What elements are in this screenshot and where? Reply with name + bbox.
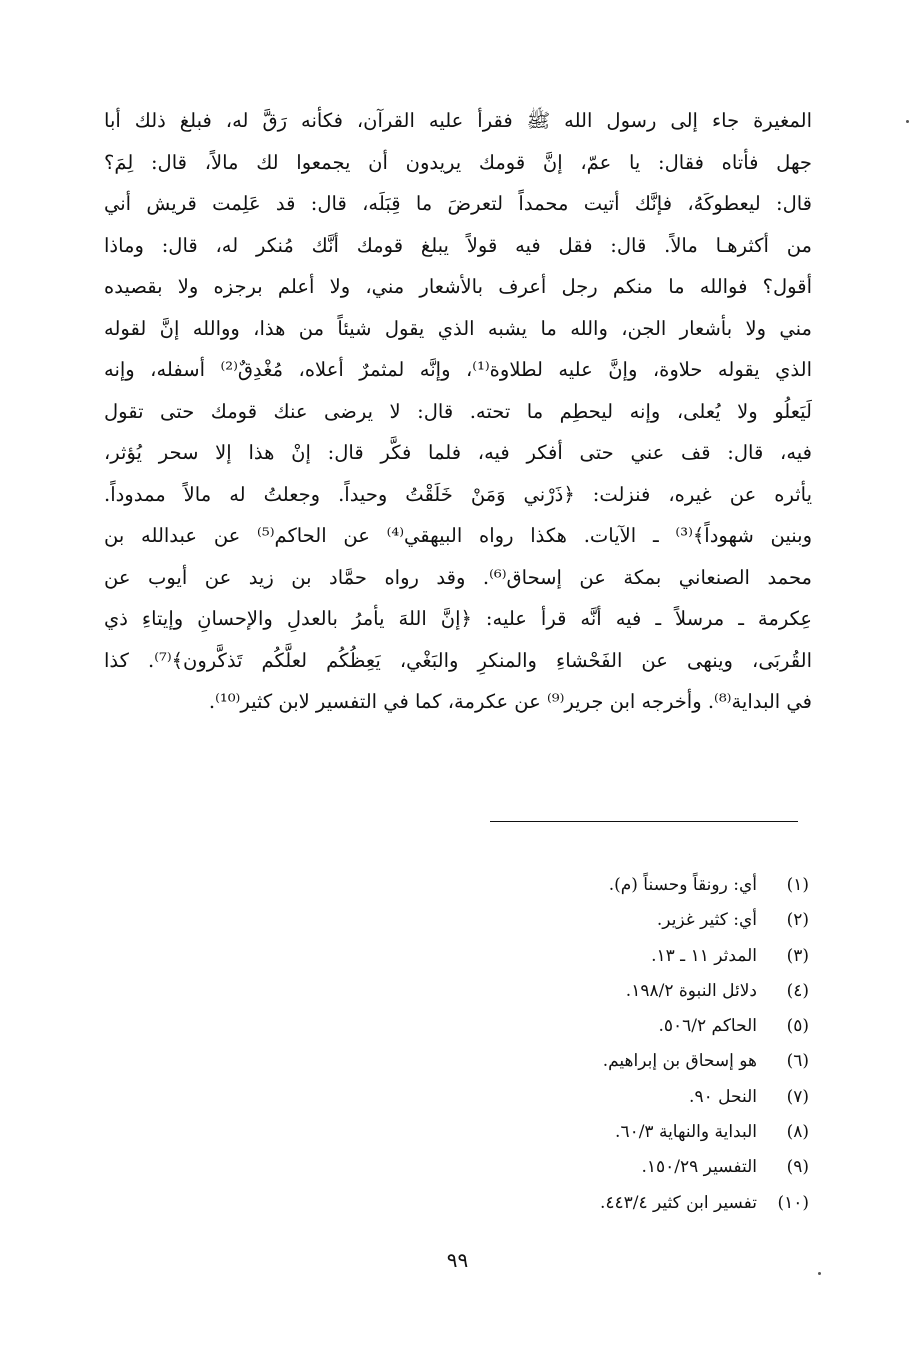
- footnote-number: (٤): [786, 980, 809, 1001]
- footnote-number: (٩): [786, 1157, 809, 1178]
- footnote-item: [389, 1150, 809, 1185]
- footnote-item: [389, 868, 809, 903]
- footnote-item: [389, 1186, 809, 1221]
- footnote-number: (٢): [786, 910, 809, 931]
- footnote-text: البداية والنهاية ٦٠/٣.: [615, 1122, 757, 1143]
- footnote-text: هو إسحاق بن إبراهيم.: [602, 1051, 757, 1072]
- footnote-item: [389, 974, 809, 1009]
- text-line-5: أقول؟ فوالله ما منكم رجل أعرف بالأشعار مني، ولا أعلم برجزه ولا بقصيده: [104, 275, 812, 298]
- footnotes-list: [389, 868, 809, 1221]
- text-line-2: جهل فأتاه فقال: يا عمّ، إنَّ قومك يريدون أن يجمعوا لك مالاً، قال: لِمَ؟: [104, 150, 812, 174]
- footnote-divider: [490, 821, 798, 822]
- footnote-text: التفسير ١٥٠/٢٩.: [641, 1157, 757, 1178]
- footnote-text: النحل ٩٠.: [689, 1086, 757, 1107]
- footnote-item: [389, 1009, 809, 1044]
- footnote-number: (٦): [786, 1051, 809, 1072]
- text-line-4: من أكثرهـا مالاً. قال: فقل فيه قولاً يبلغ قومك أنَّك مُنكر له، قال: وماذا: [104, 233, 812, 257]
- footnote-item: [389, 1080, 809, 1115]
- page-number: ٩٩: [446, 1248, 469, 1272]
- footnote-item: [389, 1044, 809, 1079]
- text-line-7: الذي يقوله حلاوة، وإنَّ عليه لطلاوة⁽¹⁾، وإنَّه لمثمرٌ أعلاه، مُغْدِقٌ⁽²⁾ أسفله، وإنه: [104, 358, 812, 381]
- footnote-item: [389, 939, 809, 974]
- text-line-11: وبنين شهوداً﴾⁽³⁾ ـ الآيات. هكذا رواه البيهقي⁽⁴⁾ عن الحاكم⁽⁵⁾ عن عبدالله بن: [104, 524, 812, 547]
- footnote-text: المدثر ١١ ـ ١٣.: [651, 945, 757, 966]
- text-line-1: المغيرة جاء إلى رسول الله ﷺ فقرأ عليه القرآن، فكأنه رَقَّ له، فبلغ ذلك أبا: [104, 109, 812, 132]
- text-line-12: محمد الصنعاني بمكة عن إسحاق⁽⁶⁾. وقد رواه حمَّاد بن زيد عن أيوب عن: [104, 565, 812, 589]
- main-text: [104, 100, 812, 723]
- text-line-6: مني ولا بأشعار الجن، والله ما يشبه الذي يقول شيئاً من هذا، ووالله إنَّ لقوله: [104, 316, 812, 340]
- text-line-3: قال: ليعطوكَهُ، فإنَّك أتيت محمداً لتعرضَ ما قِبَلَه، قال: قد عَلِمت قريش أني: [104, 192, 812, 215]
- footnote-number: (٣): [786, 945, 809, 966]
- text-line-9: فيه، قال: قف عني حتى أفكر فيه، فلما فكَّر قال: إنْ هذا إلا سحر يُؤثر،: [104, 441, 812, 464]
- footnote-text: تفسير ابن كثير ٤٤٣/٤.: [599, 1192, 757, 1213]
- footnote-number: (٧): [786, 1086, 809, 1107]
- footnote-text: أي: رونقاً وحسناً (م).: [608, 875, 757, 895]
- text-line-8: لَيَعلُو ولا يُعلى، وإنه ليحطِم ما تحته. قال: لا يرضى عنك قومك حتى تقول: [104, 399, 812, 423]
- footnote-item: [389, 1115, 809, 1150]
- text-line-13: عِكرمة ـ مرسلاً ـ فيه أنَّه قرأ عليه: ﴿إنَّ اللهَ يأمرُ بالعدلِ والإحسانِ وإيتاءِ ذي: [104, 607, 812, 630]
- footnote-number: (١): [786, 875, 809, 895]
- text-line-10: يأثره عن غيره، فنزلت: ﴿ذَرْني وَمَنْ خَلَقْتُ وحيداً. وجعلتُ له مالاً ممدوداً.: [104, 482, 812, 506]
- scan-speck: [906, 120, 909, 123]
- scan-speck: [818, 1272, 821, 1275]
- footnote-text: أي: كثير غزير.: [656, 910, 757, 931]
- text-line-15: في البداية⁽⁸⁾. وأخرجه ابن جرير⁽⁹⁾ عن عكرمة، كما في التفسير لابن كثير⁽¹⁰⁾.: [208, 690, 812, 713]
- footnote-number: (٨): [786, 1122, 809, 1143]
- footnote-item: [389, 903, 809, 938]
- footnote-text: دلائل النبوة ١٩٨/٢.: [625, 980, 757, 1001]
- footnote-text: الحاكم ٥٠٦/٢.: [658, 1016, 757, 1037]
- footnote-number: (٥): [786, 1016, 809, 1037]
- footnote-number: (١٠): [777, 1192, 809, 1213]
- text-line-14: القُربَى، وينهى عن الفَحْشاءِ والمنكرِ والبَغْي، يَعِظُكُم لعلَّكُم تَذكَّرون﴾⁽⁷⁾. كذا: [104, 648, 812, 672]
